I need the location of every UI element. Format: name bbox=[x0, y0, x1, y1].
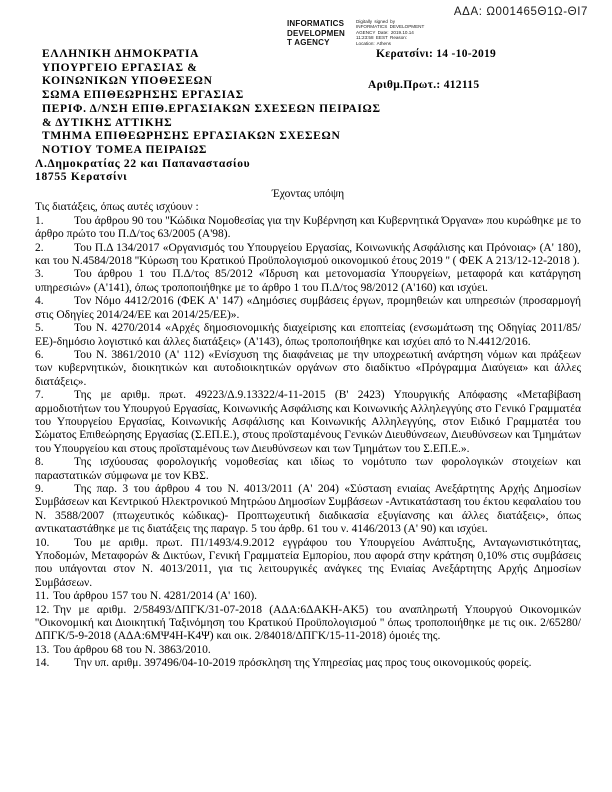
item-number: 5. bbox=[35, 322, 44, 335]
item-number: 8. bbox=[35, 456, 44, 469]
legal-item bbox=[35, 242, 581, 269]
item-number: 1. bbox=[35, 214, 44, 227]
item-text: Την υπ. αριθμ. 397496/04-10-2019 πρόσκληση της Υπηρεσίας μας προς τους οικονομικούς φορείς. bbox=[74, 657, 532, 670]
item-number: 14. bbox=[35, 657, 50, 670]
item-number: 7. bbox=[35, 389, 44, 402]
legal-item bbox=[35, 295, 581, 322]
item-number: 2. bbox=[35, 241, 44, 254]
item-number: 9. bbox=[35, 482, 44, 495]
item-text: Του άρθρου 157 του Ν. 4281/2014 (Α' 160). bbox=[52, 590, 258, 603]
item-text: Του με αριθμ. πρωτ. Π1/1493/4.9.2012 εγγράφου του Υπουργείου Ανάπτυξης, Ανταγωνιστικότητας, Υποδομών, Μεταφορών & Δικτύων, Γενική Γραμματεία Εμπορίου, που αφορά στην κράτηση 0,10% στις συμβάσεις που υπάγονται στον Ν. 4013/2011, για τις λειτουργικές ανάγκες της Ενιαίας Ανεξάρτητης Αρχής Δημοσίων Συμβάσεων. bbox=[35, 536, 581, 589]
item-text: Της ισχύουσας φορολογικής νομοθεσίας και ιδίως το νομότυπο των φορολογικών στοιχείων και παραστατικών σύμφωνα με τον ΚΒΣ. bbox=[35, 456, 581, 482]
legal-item bbox=[35, 537, 581, 591]
item-number: 10. bbox=[35, 536, 50, 549]
item-number: 12. bbox=[35, 603, 50, 616]
legal-item bbox=[35, 349, 581, 389]
stamp-agency-line: T AGENCY bbox=[287, 38, 330, 48]
item-text: Του άρθρου 90 του ''Κώδικα Νομοθεσίας για την Κυβέρνηση και Κυβερνητικά Όργανα» που κυρώθηκε με το άρθρο πρώτο του Π.Δ/τος 63/2005 (Α'98). bbox=[35, 214, 581, 241]
legal-item bbox=[35, 590, 581, 603]
item-number: 11. bbox=[35, 590, 49, 603]
document-date: Κερατσίνι: 14 -10-2019 bbox=[376, 48, 497, 60]
header-line: ΤΜΗΜΑ ΕΠΙΘΕΩΡΗΣΗΣ ΕΡΓΑΣΙΑΚΩΝ ΣΧΕΣΕΩΝ bbox=[42, 130, 341, 143]
intro-line: Τις διατάξεις, όπως αυτές ισχύουν : bbox=[35, 201, 199, 214]
header-line: ΝΟΤΙΟΥ ΤΟΜΕΑ ΠΕΙΡΑΙΩΣ bbox=[42, 143, 208, 156]
item-text: Τον Νόμο 4412/2016 (ΦΕΚ Α' 147) «Δημόσιες συμβάσεις έργων, προμηθειών και υπηρεσιών (προσαρμογή στις Οδηγίες 2014/24/ΕΕ και 2014/25/ΕΕ)». bbox=[35, 295, 581, 321]
ada-code: ΑΔΑ: Ω001465Θ1Ω-ΘΙ7 bbox=[453, 6, 588, 18]
stamp-agency-line: INFORMATICS bbox=[287, 19, 345, 28]
header-line: ΠΕΡΙΦ. Δ/ΝΣΗ ΕΠΙΘ.ΕΡΓΑΣΙΑΚΩΝ ΣΧΕΣΕΩΝ ΠΕΙΡΑΙΩΣ bbox=[42, 102, 381, 115]
item-text: Του Π.Δ 134/2017 «Οργανισμός του Υπουργείου Εργασίας, Κοινωνικής Ασφάλισης και Πρόνοιας» (Α' 180), και του Ν.4584/2018 ''Κύρωση του Κρατικού Προϋπολογισμού οικονομικού έτους 2019 '' ( ΦΕΚ Α 213/12-12-2018 ). bbox=[35, 241, 581, 268]
header-address-line: 18755 Κερατσίνι bbox=[35, 171, 128, 184]
header-line: ΣΩΜΑ ΕΠΙΘΕΩΡΗΣΗΣ ΕΡΓΑΣΙΑΣ bbox=[42, 89, 244, 102]
legal-item bbox=[35, 604, 581, 644]
header-line: ΥΠΟΥΡΓΕΙΟ ΕΡΓΑΣΙΑΣ & bbox=[42, 61, 198, 74]
header-line: & ΔΥΤΙΚΗΣ ΑΤΤΙΚΗΣ bbox=[42, 116, 173, 129]
item-text: Της με αριθμ. πρωτ. 49223/Δ.9.13322/4-11-2015 (Β' 2423) Υπουργικής Απόφασης «Μεταβίβαση αρμοδιοτήτων του Υπουργού Εργασίας, Κοινωνικής Ασφάλισης και Κοινωνικής Αλληλεγγύης στο Γενικό Γραμματέα του Υπουργείου Εργασίας, Κοινωνικής Ασφάλισης και Κοινωνικής Αλληλεγγύης, στον Ειδικό Γραμματέα του Σώματος Επιθεώρησης Εργασίας (Σ.ΕΠ.Ε.), στους προϊσταμένους Γενικών Διευθύνσεων, Διευθύνσεων και Τμημάτων του Υπουργείου και στους προϊσταμένους των Διευθύνσεων και των Τμημάτων του Σ.ΕΠ.Ε.». bbox=[35, 389, 581, 455]
protocol-number: Αριθμ.Πρωτ.: 412115 bbox=[368, 79, 480, 91]
having-regard-heading: Έχοντας υπόψη bbox=[271, 188, 345, 201]
stamp-signature-details: Digitally signed by INFORMATICS DEVELOPMENT AGENCY Date: 2019.10.14 11:23:58 EEST Reason: Location: Athens bbox=[356, 19, 425, 46]
item-number: 6. bbox=[35, 348, 44, 361]
item-text: Την με αριθμ. 2/58493/ΔΠΓΚ/31-07-2018 (ΑΔΑ:6ΔΑΚΗ-ΑΚ5) του αναπληρωτή Υπουργού Οικονομικών ''Οικονομική και Διοικητική Ταξινόμηση του Κρατικού Προϋπολογισμού '' όπως τροποποιήθηκε με τις οικ. 2/65280/ΔΠΓΚ/5-9-2018 (ΑΔΑ:6ΜΨ4Η-Κ4Ψ) και οικ. 2/84018/ΔΠΓΚ/15-11-2018) όμοιές της. bbox=[35, 603, 581, 643]
legal-item bbox=[35, 456, 581, 483]
legal-item bbox=[35, 644, 581, 657]
item-text: Του Ν. 4270/2014 «Αρχές δημοσιονομικής διαχείρισης και εποπτείας (ενσωμάτωση της Οδηγίας 2011/85/ΕΕ)-δημόσιο λογιστικό και άλλες διατάξεις» (Α'143), όπως τροποποιήθηκε και ισχύει από το Ν.4412/2016. bbox=[35, 322, 581, 348]
legal-item bbox=[35, 268, 581, 295]
legal-item bbox=[35, 322, 581, 349]
digital-signature-stamp bbox=[287, 19, 428, 48]
item-text: Του Ν. 3861/2010 (Α' 112) «Ενίσχυση της διαφάνειας με την υποχρεωτική ανάρτηση νόμων και πράξεων των κυβερνητικών, διοικητικών και αυτοδιοικητικών οργάνων στο διαδίκτυο «Πρόγραμμα Διαύγεια» και άλλες διατάξεις». bbox=[35, 348, 581, 388]
legal-item bbox=[35, 215, 581, 242]
item-number: 3. bbox=[35, 268, 44, 281]
item-text: Του άρθρου 68 του Ν. 3863/2010. bbox=[53, 643, 211, 656]
header-line: ΚΟΙΝΩΝΙΚΩΝ ΥΠΟΘΕΣΕΩΝ bbox=[42, 75, 213, 88]
legal-item bbox=[35, 657, 581, 670]
document-body bbox=[35, 201, 581, 670]
header-address-line: Λ.Δημοκρατίας 22 και Παπαναστασίου bbox=[35, 157, 251, 170]
item-text: Της παρ. 3 του άρθρου 4 του Ν. 4013/2011 (Α' 204) «Σύσταση ενιαίας Ανεξάρτητης Αρχής Δημοσίων Συμβάσεων και Κεντρικού Ηλεκτρονικού Μητρώου Δημοσίων Συμβάσεων -Αντικατάσταση του έκτου κεφαλαίου του Ν. 3588/2007 (πτωχευτικός κώδικας)- Προπτωχευτική διαδικασία εξυγίανσης και άλλες διατάξεις», όπως αντικαταστάθηκε με τις διατάξεις της παραγρ. 5 του άρθρ. 61 του ν. 4146/2013 (Α' 90) και ισχύει. bbox=[35, 482, 581, 536]
item-number: 4. bbox=[35, 295, 44, 308]
stamp-agency-name bbox=[287, 19, 351, 48]
stamp-agency-line: DEVELOPMEN bbox=[287, 28, 346, 38]
item-number: 13. bbox=[35, 643, 50, 656]
item-text: Του άρθρου 1 του Π.Δ/τος 85/2012 «Ίδρυση και μετονομασία Υπουργείων, μεταφορά και κατάργηση υπηρεσιών» (Α'141), όπως τροποποιήθηκε με το άρθρο 1 του Π.Δ/τος 98/2012 (Α'160) και ισχύει. bbox=[35, 268, 581, 294]
header-line: ΕΛΛΗΝΙΚΗ ΔΗΜΟΚΡΑΤΙΑ bbox=[42, 48, 200, 60]
legal-item bbox=[35, 483, 581, 537]
legal-item bbox=[35, 389, 581, 456]
